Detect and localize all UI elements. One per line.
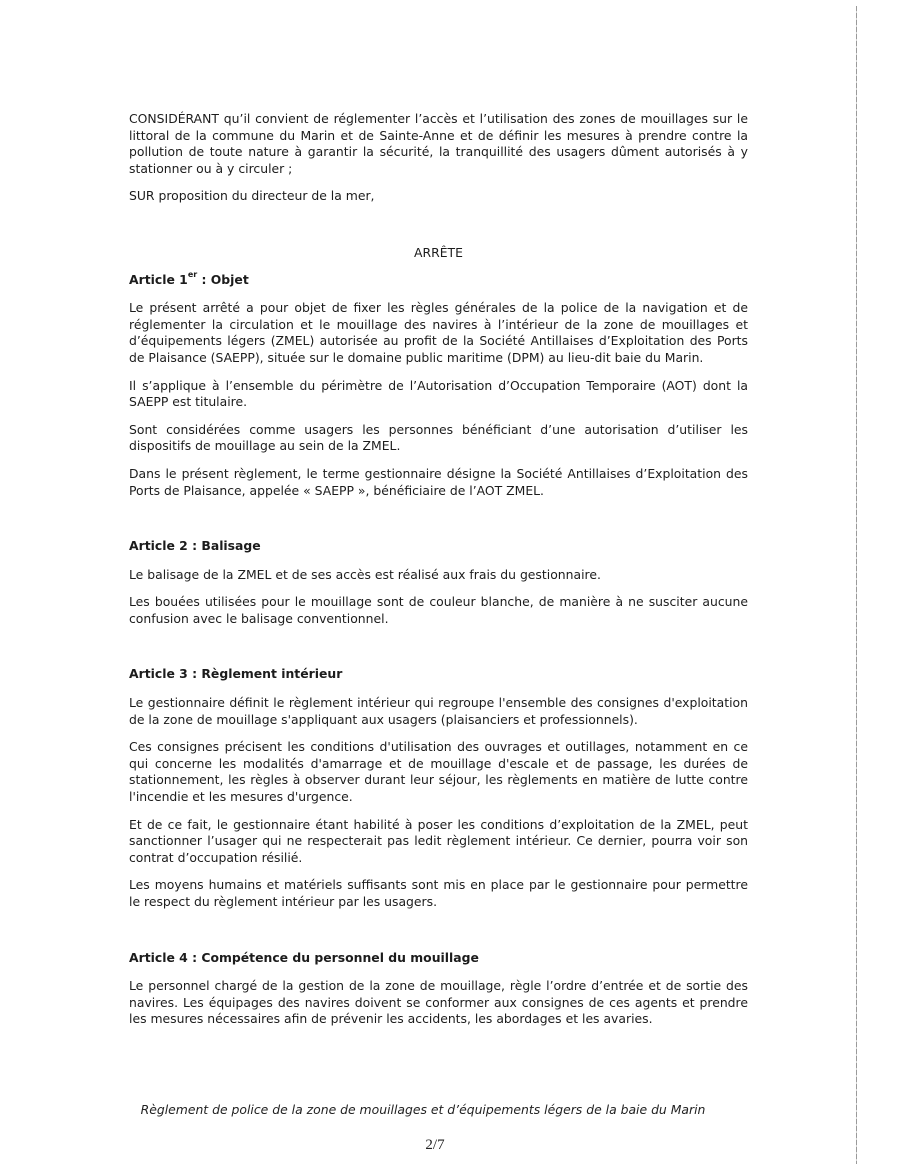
article-paragraph: Et de ce fait, le gestionnaire étant habilité à poser les conditions d’exploitation de la ZMEL, peut sanctionner l’usager qui ne respecterait pas ledit règlement intérieur. Ce dernier, pourra voir son contrat d’occupation résilié.: [129, 816, 748, 865]
preamble-proposition: SUR proposition du directeur de la mer,: [129, 188, 375, 204]
article-title: Article 4 : Compétence du personnel du mouillage: [129, 949, 479, 965]
article-paragraph: Le balisage de la ZMEL et de ses accès est réalisé aux frais du gestionnaire.: [129, 566, 601, 582]
article-paragraph: Les moyens humains et matériels suffisants sont mis en place par le gestionnaire pour permettre le respect du règlement intérieur par les usagers.: [129, 877, 748, 909]
article-paragraph: Ces consignes précisent les conditions d'utilisation des ouvrages et outillages, notamment en ce qui concerne les modalités d'amarrage et de mouillage d'escale et de passage, les durées de stationnement, les règles à observer durant leur séjour, les règlements en matière de lutte contre l'incendie et les mesures d'urgence.: [129, 739, 748, 805]
article-3: [129, 666, 748, 910]
article-title-suffix: : Objet: [197, 271, 249, 287]
preamble-considerant: CONSIDÉRANT qu’il convient de réglementer l’accès et l’utilisation des zones de mouillages sur le littoral de la commune du Marin et de Sainte-Anne et de définir les mesures à prendre contre la pollution de toute nature à garantir la sécurité, la tranquillité des usagers dûment autorisés à y stationner ou à y circuler ;: [129, 111, 748, 176]
article-paragraph: Le personnel chargé de la gestion de la zone de mouillage, règle l’ordre d’entrée et de sortie des navires. Les équipages des navires doivent se conformer aux consignes de ces agents et prendre les mesures nécessaires afin de prévenir les accidents, les abordages et les avaries.: [129, 978, 748, 1027]
document-body: [129, 111, 748, 1039]
article-title-prefix: Article 1: [129, 271, 188, 287]
article-title: Article 3 : Règlement intérieur: [129, 666, 343, 682]
article-paragraph: Sont considérées comme usagers les personnes bénéficiant d’une autorisation d’utiliser les dispositifs de mouillage au sein de la ZMEL.: [129, 421, 748, 454]
page-number: 2/7: [425, 1137, 445, 1153]
article-title: [129, 272, 748, 289]
article-paragraph: Le gestionnaire définit le règlement intérieur qui regroupe l'ensemble des consignes d'exploitation de la zone de mouillage s'appliquant aux usagers (plaisanciers et professionnels).: [129, 695, 748, 727]
scan-edge-line: [856, 6, 857, 1164]
article-paragraph: Il s’applique à l’ensemble du périmètre de l’Autorisation d’Occupation Temporaire (AOT) dont la SAEPP est titulaire.: [129, 377, 748, 410]
article-2: [129, 538, 748, 627]
article-title-sup: er: [187, 270, 198, 280]
article-paragraph: Dans le présent règlement, le terme gestionnaire désigne la Société Antillaises d’Exploitation des Ports de Plaisance, appelée « SAEPP », bénéficiaire de l’AOT ZMEL.: [129, 465, 748, 498]
article-paragraph: Les bouées utilisées pour le mouillage sont de couleur blanche, de manière à ne susciter aucune confusion avec le balisage conventionnel.: [129, 594, 748, 626]
article-paragraph: Le présent arrêté a pour objet de fixer les règles générales de la police de la navigation et de réglementer la circulation et le mouillage des navires à l’intérieur de la zone de mouillages et d’équipements légers (ZMEL) autorisée au profit de la Société Antillaises d’Exploitation des Ports de Plaisance (SAEPP), située sur le domaine public maritime (DPM) au lieu-dit baie du Marin.: [129, 300, 748, 365]
footer-document-title: Règlement de police de la zone de mouillages et d’équipements légers de la baie du Marin: [140, 1102, 706, 1117]
decree-heading: ARRÊTE: [414, 244, 463, 260]
article-4: [129, 950, 748, 1028]
article-1: [129, 272, 748, 500]
article-title: Article 2 : Balisage: [129, 538, 261, 554]
